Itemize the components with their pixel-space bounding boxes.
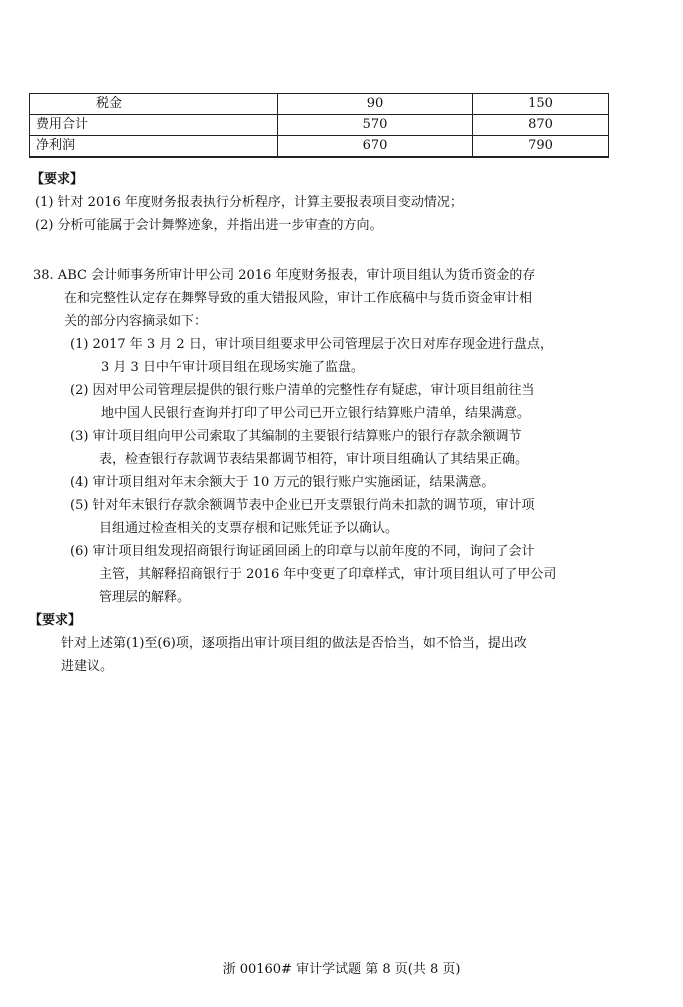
q38-requirement: 针对上述第(1)至(6)项，逐项指出审计项目组的做法是否恰当，如不恰当，提出改 — [61, 636, 527, 651]
cell-value: 790 — [473, 136, 609, 158]
q38-item-6-cont: 管理层的解释。 — [99, 590, 191, 605]
cell-value: 150 — [473, 94, 609, 115]
q38-item-1-cont: 3 月 3 日中午审计项目组在现场实施了监盘。 — [101, 360, 364, 375]
table-row — [30, 94, 609, 115]
q38-item-6-cont: 主管，其解释招商银行于 2016 年中变更了印章样式，审计项目组认可了甲公司 — [99, 567, 557, 582]
question-38 — [29, 264, 557, 678]
row-label: 费用合计 — [30, 115, 278, 136]
requirements-heading: 【要求】 — [31, 172, 84, 187]
q38-item-1: (1) 2017 年 3 月 2 日，审计项目组要求甲公司管理层于次日对库存现金进行盘点， — [70, 337, 553, 352]
table-row — [30, 115, 609, 136]
cell-value: 670 — [278, 136, 473, 158]
q38-item-5: (5) 针对年末银行存款余额调节表中企业已开支票银行尚未扣款的调节项，审计项 — [70, 498, 535, 513]
financial-table — [29, 93, 609, 158]
cell-value: 90 — [278, 94, 473, 115]
q38-item-5-cont: 目组通过检查相关的支票存根和记账凭证予以确认。 — [99, 521, 399, 536]
q38-item-3-cont: 表，检查银行存款调节表结果都调节相符，审计项目组确认了其结果正确。 — [99, 452, 529, 467]
cell-value: 870 — [473, 115, 609, 136]
q38-intro-line: 在和完整性认定存在舞弊导致的重大错报风险，审计工作底稿中与货币资金审计相 — [64, 291, 533, 306]
q38-item-3: (3) 审计项目组向甲公司索取了其编制的主要银行结算账户的银行存款余额调节 — [70, 429, 522, 444]
q38-intro-line: 38. ABC 会计师事务所审计甲公司 2016 年度财务报表，审计项目组认为货币资金的存 — [33, 268, 536, 283]
page-footer: 浙 00160# 审计学试题 第 8 页(共 8 页) — [222, 962, 461, 977]
table-row — [30, 136, 609, 158]
q38-item-6: (6) 审计项目组发现招商银行询证函回函上的印章与以前年度的不同，询问了会计 — [70, 544, 535, 559]
q38-intro-line: 关的部分内容摘录如下： — [64, 314, 208, 329]
q38-item-4: (4) 审计项目组对年末余额大于 10 万元的银行账户实施函证，结果满意。 — [70, 475, 495, 490]
q38-requirement-cont: 进建议。 — [61, 659, 114, 674]
cell-value: 570 — [278, 115, 473, 136]
row-label: 净利润 — [30, 136, 278, 158]
requirement-2: (2) 分析可能属于会计舞弊迹象，并指出进一步审查的方向。 — [35, 218, 383, 233]
q38-item-2: (2) 因对甲公司管理层提供的银行账户清单的完整性存有疑虑，审计项目组前往当 — [70, 383, 535, 398]
requirement-1: (1) 针对 2016 年度财务报表执行分析程序，计算主要报表项目变动情况； — [35, 195, 463, 210]
row-label: 税金 — [30, 94, 278, 115]
q38-item-2-cont: 地中国人民银行查询并打印了甲公司已开立银行结算账户清单，结果满意。 — [101, 406, 531, 421]
q37-requirements — [31, 168, 463, 237]
requirements-heading: 【要求】 — [29, 613, 82, 628]
